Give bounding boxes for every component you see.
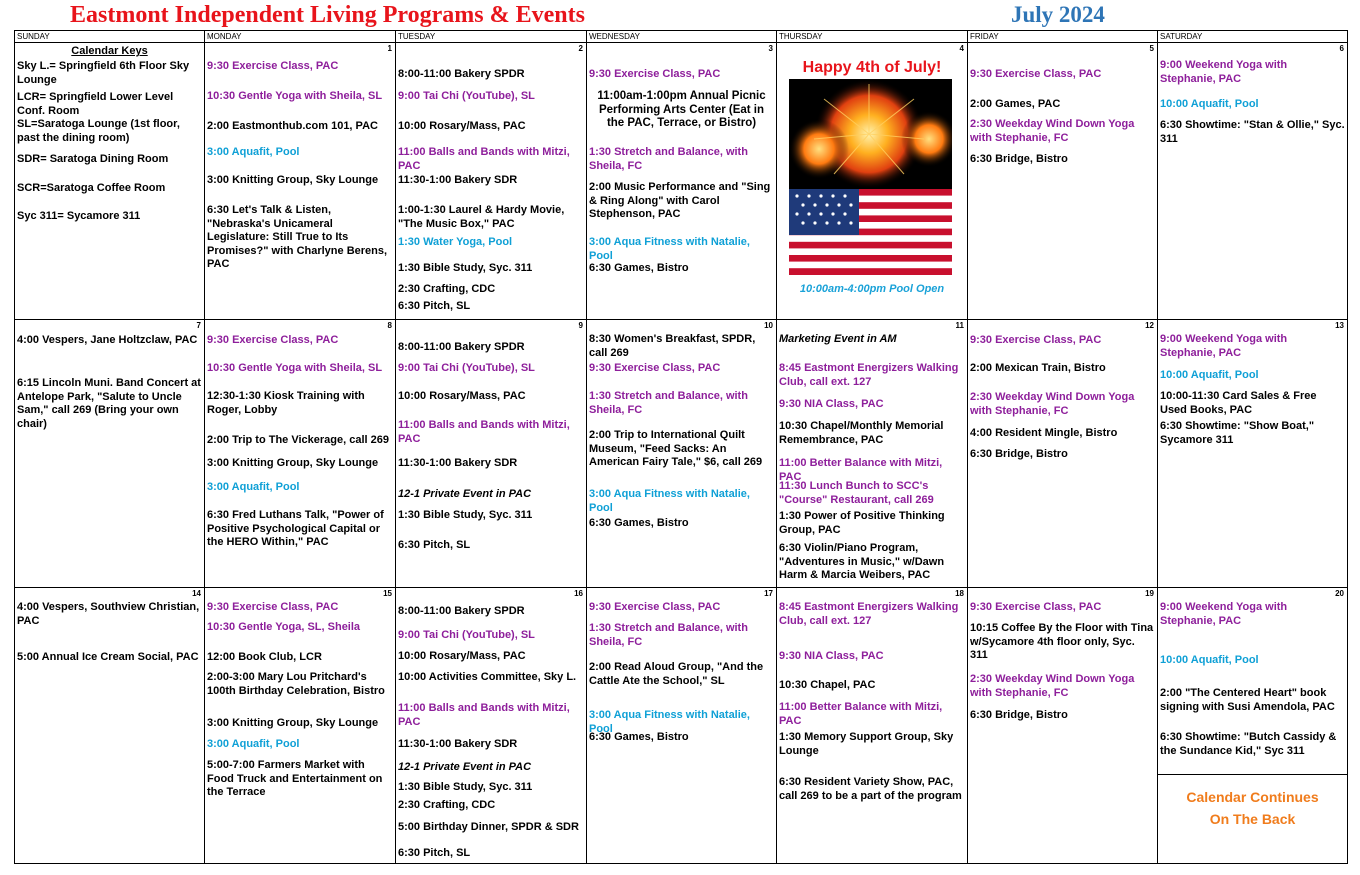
continues-line-2: On The Back bbox=[1209, 811, 1296, 827]
event-item: 6:30 Games, Bistro bbox=[589, 731, 689, 743]
day-cell-17 bbox=[587, 588, 777, 863]
day-cell-16 bbox=[396, 588, 587, 863]
event-item: 11:00 Balls and Bands with Mitzi, PAC bbox=[398, 419, 570, 445]
day-number: 19 bbox=[1145, 589, 1154, 598]
event-item: 6:30 Showtime: "Stan & Ollie," Syc. 311 bbox=[1160, 119, 1345, 145]
key-item: SDR= Saratoga Dining Room bbox=[17, 153, 169, 165]
calendar-grid bbox=[14, 30, 1348, 864]
event-item: 10:00 Activities Committee, Sky L. bbox=[398, 671, 577, 683]
event-item: 2:30 Crafting, CDC bbox=[398, 799, 496, 811]
event-item: 6:30 Bridge, Bistro bbox=[970, 153, 1068, 165]
day-number: 3 bbox=[768, 44, 773, 53]
day-number: 20 bbox=[1335, 589, 1344, 598]
event-item: 9:00 Tai Chi (YouTube), SL bbox=[398, 629, 535, 641]
event-item: 3:00 Aquafit, Pool bbox=[207, 481, 300, 493]
day-cell-10 bbox=[587, 320, 777, 588]
day-cell-5 bbox=[968, 43, 1158, 320]
event-item: 12-1 Private Event in PAC bbox=[398, 761, 532, 773]
event-item: 1:30 Memory Support Group, Sky Lounge bbox=[779, 731, 954, 757]
event-item: 2:30 Crafting, CDC bbox=[398, 283, 496, 295]
event-item: 9:00 Weekend Yoga with Stephanie, PAC bbox=[1160, 601, 1288, 627]
header-monday: MONDAY bbox=[205, 31, 396, 43]
event-item: 1:00-1:30 Laurel & Hardy Movie, "The Music Box," PAC bbox=[398, 204, 565, 230]
day-number: 9 bbox=[578, 321, 583, 330]
day-number: 15 bbox=[383, 589, 392, 598]
event-item: 1:30 Bible Study, Syc. 311 bbox=[398, 509, 533, 521]
event-item: 9:30 Exercise Class, PAC bbox=[970, 68, 1102, 80]
event-item: Marketing Event in AM bbox=[779, 333, 897, 345]
event-item: 6:30 Resident Variety Show, PAC, call 269 to be a part of the program bbox=[779, 776, 962, 802]
day-cell-11 bbox=[777, 320, 968, 588]
event-item: 10:00 Rosary/Mass, PAC bbox=[398, 390, 526, 402]
event-item: 3:00 Aquafit, Pool bbox=[207, 738, 300, 750]
event-item: 6:30 Pitch, SL bbox=[398, 847, 471, 859]
day-cell-20 bbox=[1158, 588, 1347, 863]
day-number: 17 bbox=[764, 589, 773, 598]
event-item: 11:30-1:00 Bakery SDR bbox=[398, 457, 518, 469]
event-item: 2:00 Eastmonthub.com 101, PAC bbox=[207, 120, 378, 132]
event-item: 9:30 Exercise Class, PAC bbox=[207, 60, 339, 72]
event-item: 1:30 Bible Study, Syc. 311 bbox=[398, 781, 533, 793]
event-item: 3:00 Aqua Fitness with Natalie, Pool bbox=[589, 709, 750, 735]
event-item: 10:00 Rosary/Mass, PAC bbox=[398, 650, 526, 662]
event-item: 9:30 NIA Class, PAC bbox=[779, 650, 884, 662]
event-item: 1:30 Bible Study, Syc. 311 bbox=[398, 262, 533, 274]
event-item: 10:00 Aquafit, Pool bbox=[1160, 654, 1259, 666]
event-item: 9:30 NIA Class, PAC bbox=[779, 398, 884, 410]
event-item: 10:30 Gentle Yoga with Sheila, SL bbox=[207, 362, 383, 374]
calendar-keys-title: Calendar Keys bbox=[71, 45, 148, 57]
event-item: 6:15 Lincoln Muni. Band Concert at Antelope Park, "Salute to Uncle Sam," call 269 (Bring your own chair) bbox=[17, 377, 201, 430]
event-item: 8:00-11:00 Bakery SPDR bbox=[398, 341, 525, 353]
event-item: 9:00 Weekend Yoga with Stephanie, PAC bbox=[1160, 59, 1288, 85]
day-number: 5 bbox=[1149, 44, 1154, 53]
event-item: 2:00 Read Aloud Group, "And the Cattle Ate the School," SL bbox=[589, 661, 764, 687]
event-item: 2:30 Weekday Wind Down Yoga with Stephanie, FC bbox=[970, 673, 1135, 699]
event-item: 3:00 Aqua Fitness with Natalie, Pool bbox=[589, 236, 750, 262]
header-saturday: SATURDAY bbox=[1158, 31, 1347, 43]
day-cell-7 bbox=[15, 320, 205, 588]
event-item: 4:00 Resident Mingle, Bistro bbox=[970, 427, 1118, 439]
event-item: 11:00 Better Balance with Mitzi, PAC bbox=[779, 701, 943, 727]
event-item: 9:30 Exercise Class, PAC bbox=[970, 334, 1102, 346]
event-item: 3:00 Aqua Fitness with Natalie, Pool bbox=[589, 488, 750, 514]
event-item: 6:30 Pitch, SL bbox=[398, 539, 471, 551]
event-item: 10:00-11:30 Card Sales & Free Used Books, PAC bbox=[1160, 390, 1317, 416]
event-item: 9:30 Exercise Class, PAC bbox=[589, 601, 721, 613]
event-item: 11:00 Balls and Bands with Mitzi, PAC bbox=[398, 702, 570, 728]
event-item: 3:00 Knitting Group, Sky Lounge bbox=[207, 174, 379, 186]
event-item: 2:00 "The Centered Heart" book signing with Susi Amendola, PAC bbox=[1160, 687, 1335, 713]
day-cell-12 bbox=[968, 320, 1158, 588]
event-item: 9:30 Exercise Class, PAC bbox=[207, 334, 339, 346]
day-cell-3 bbox=[587, 43, 777, 320]
day-cell-13 bbox=[1158, 320, 1347, 588]
event-item: 10:00 Aquafit, Pool bbox=[1160, 98, 1259, 110]
event-item: 12-1 Private Event in PAC bbox=[398, 488, 532, 500]
event-item: 3:00 Knitting Group, Sky Lounge bbox=[207, 457, 379, 469]
day-cell-4 bbox=[777, 43, 968, 320]
event-item: 6:30 Bridge, Bistro bbox=[970, 709, 1068, 721]
event-item: 11:30-1:00 Bakery SDR bbox=[398, 174, 518, 186]
event-item: 1:30 Stretch and Balance, with Sheila, FC bbox=[589, 146, 748, 172]
header-wednesday: WEDNESDAY bbox=[587, 31, 777, 43]
day-number: 12 bbox=[1145, 321, 1154, 330]
pool-open-note: 10:00am-4:00pm Pool Open bbox=[799, 283, 945, 295]
event-item: 10:30 Chapel/Monthly Memorial Remembrance, PAC bbox=[779, 420, 944, 446]
event-item: 9:00 Tai Chi (YouTube), SL bbox=[398, 362, 535, 374]
event-item: 2:30 Weekday Wind Down Yoga with Stephanie, FC bbox=[970, 118, 1135, 144]
event-item: 2:00 Mexican Train, Bistro bbox=[970, 362, 1106, 374]
header-friday: FRIDAY bbox=[968, 31, 1158, 43]
continues-line-1: Calendar Continues bbox=[1186, 789, 1319, 805]
key-item: SCR=Saratoga Coffee Room bbox=[17, 182, 166, 194]
day-cell-15 bbox=[205, 588, 396, 863]
event-item: 10:15 Coffee By the Floor with Tina w/Sycamore 4th floor only, Syc. 311 bbox=[970, 622, 1154, 662]
day-number: 13 bbox=[1335, 321, 1344, 330]
event-item: 8:30 Women's Breakfast, SPDR, call 269 bbox=[589, 333, 756, 359]
day-number: 2 bbox=[578, 44, 583, 53]
event-item: 5:00-7:00 Farmers Market with Food Truck and Entertainment on the Terrace bbox=[207, 759, 383, 799]
event-item: 1:30 Stretch and Balance, with Sheila, FC bbox=[589, 622, 748, 648]
event-item: 9:30 Exercise Class, PAC bbox=[589, 68, 721, 80]
header-tuesday: TUESDAY bbox=[396, 31, 587, 43]
event-item: 6:30 Violin/Piano Program, "Adventures in Music," w/Dawn Harm & Marcia Weibers, PAC bbox=[779, 542, 945, 582]
event-item: 2:00 Trip to International Quilt Museum, "Feed Sacks: An American Fairy Tale," $6, call 269 bbox=[589, 429, 763, 469]
event-item: 2:00-3:00 Mary Lou Pritchard's 100th Birthday Celebration, Bistro bbox=[207, 671, 385, 697]
event-item: 8:00-11:00 Bakery SPDR bbox=[398, 68, 525, 80]
event-item: 6:30 Games, Bistro bbox=[589, 262, 689, 274]
day-cell-18 bbox=[777, 588, 968, 863]
event-item: 9:30 Exercise Class, PAC bbox=[970, 601, 1102, 613]
event-item: 1:30 Stretch and Balance, with Sheila, FC bbox=[589, 390, 748, 416]
calendar-title: Eastmont Independent Living Programs & Events bbox=[70, 2, 585, 28]
event-item: 2:00 Trip to The Vickerage, call 269 bbox=[207, 434, 389, 446]
day-number: 1 bbox=[387, 44, 392, 53]
event-item: 6:30 Games, Bistro bbox=[589, 517, 689, 529]
event-item: 3:00 Knitting Group, Sky Lounge bbox=[207, 717, 379, 729]
event-item: 11:30-1:00 Bakery SDR bbox=[398, 738, 518, 750]
key-item: Syc 311= Sycamore 311 bbox=[17, 210, 141, 222]
day-cell-2 bbox=[396, 43, 587, 320]
event-item: 1:30 Power of Positive Thinking Group, PAC bbox=[779, 510, 945, 536]
fireworks-flag-graphic bbox=[789, 79, 952, 275]
event-item: 2:00 Music Performance and "Sing & Ring Along" with Carol Stephenson, PAC bbox=[589, 181, 771, 221]
day-number: 8 bbox=[387, 321, 392, 330]
day-cell-19 bbox=[968, 588, 1158, 863]
event-item: 11:30 Lunch Bunch to SCC's "Course" Restaurant, call 269 bbox=[779, 480, 934, 506]
event-item: 5:00 Annual Ice Cream Social, PAC bbox=[17, 651, 199, 663]
event-item: 4:00 Vespers, Jane Holtzclaw, PAC bbox=[17, 334, 198, 346]
event-item: 8:45 Eastmont Energizers Walking Club, call ext. 127 bbox=[779, 362, 959, 388]
event-item: 10:30 Gentle Yoga with Sheila, SL bbox=[207, 90, 383, 102]
event-item: 6:30 Showtime: "Butch Cassidy & the Sundance Kid," Syc 311 bbox=[1160, 731, 1337, 757]
day-number: 6 bbox=[1339, 44, 1344, 53]
day-cell-8 bbox=[205, 320, 396, 588]
event-item: 9:00 Weekend Yoga with Stephanie, PAC bbox=[1160, 333, 1288, 359]
key-item: LCR= Springfield Lower Level Conf. Room bbox=[17, 91, 174, 117]
event-item: 10:00 Rosary/Mass, PAC bbox=[398, 120, 526, 132]
event-item: 6:30 Pitch, SL bbox=[398, 300, 471, 312]
event-item: 11:00am-1:00pm Annual Picnic Performing Arts Center (Eat in the PAC, Terrace, or Bistro) bbox=[597, 90, 766, 130]
day-number: 10 bbox=[764, 321, 773, 330]
header-sunday: SUNDAY bbox=[15, 31, 205, 43]
event-item: 6:30 Fred Luthans Talk, "Power of Positive Psychological Capital or the HERO Within," PAC bbox=[207, 509, 384, 549]
event-item: 3:00 Aquafit, Pool bbox=[207, 146, 300, 158]
event-item: 11:00 Balls and Bands with Mitzi, PAC bbox=[398, 146, 570, 172]
event-item: 5:00 Birthday Dinner, SPDR & SDR bbox=[398, 821, 579, 833]
day-cell-14 bbox=[15, 588, 205, 863]
event-item: 2:00 Games, PAC bbox=[970, 98, 1061, 110]
month-label: July 2024 bbox=[1011, 2, 1105, 27]
day-number: 7 bbox=[196, 321, 201, 330]
event-item: 1:30 Water Yoga, Pool bbox=[398, 236, 513, 248]
event-item: 6:30 Bridge, Bistro bbox=[970, 448, 1068, 460]
event-item: 11:00 Better Balance with Mitzi, PAC bbox=[779, 457, 943, 483]
day-cell-9 bbox=[396, 320, 587, 588]
day-number: 16 bbox=[574, 589, 583, 598]
day-cell-6 bbox=[1158, 43, 1347, 320]
key-item: SL=Saratoga Lounge (1st floor, past the dining room) bbox=[17, 118, 180, 144]
event-item: 6:30 Showtime: "Show Boat," Sycamore 311 bbox=[1160, 420, 1315, 446]
event-item: 9:30 Exercise Class, PAC bbox=[207, 601, 339, 613]
header-thursday: THURSDAY bbox=[777, 31, 968, 43]
event-item: 10:30 Chapel, PAC bbox=[779, 679, 876, 691]
continues-divider bbox=[1158, 774, 1347, 775]
calendar-continues-note bbox=[1158, 786, 1347, 830]
event-item: 9:30 Exercise Class, PAC bbox=[589, 362, 721, 374]
event-item: 2:30 Weekday Wind Down Yoga with Stephanie, FC bbox=[970, 391, 1135, 417]
event-item: 12:30-1:30 Kiosk Training with Roger, Lobby bbox=[207, 390, 365, 416]
key-item: Sky L.= Springfield 6th Floor Sky Lounge bbox=[17, 60, 190, 86]
day-cell-keys bbox=[15, 43, 205, 320]
event-item: 12:00 Book Club, LCR bbox=[207, 651, 322, 663]
fireworks-flag-image bbox=[789, 79, 952, 275]
day-number: 14 bbox=[192, 589, 201, 598]
day-number: 18 bbox=[955, 589, 964, 598]
event-item: 9:00 Tai Chi (YouTube), SL bbox=[398, 90, 535, 102]
event-item: 8:00-11:00 Bakery SPDR bbox=[398, 605, 525, 617]
day-number: 4 bbox=[959, 44, 964, 53]
event-item: 10:30 Gentle Yoga, SL, Sheila bbox=[207, 621, 361, 633]
event-item: 8:45 Eastmont Energizers Walking Club, call ext. 127 bbox=[779, 601, 959, 627]
event-item: 10:00 Aquafit, Pool bbox=[1160, 369, 1259, 381]
day-cell-1 bbox=[205, 43, 396, 320]
event-item: 4:00 Vespers, Southview Christian, PAC bbox=[17, 601, 200, 627]
event-item: 6:30 Let's Talk & Listen, "Nebraska's Unicameral Legislature: Still True to Its Promises?" with Charlyne Berens, PAC bbox=[207, 204, 388, 271]
holiday-title: Happy 4th of July! bbox=[802, 59, 942, 76]
day-number: 11 bbox=[955, 321, 964, 330]
